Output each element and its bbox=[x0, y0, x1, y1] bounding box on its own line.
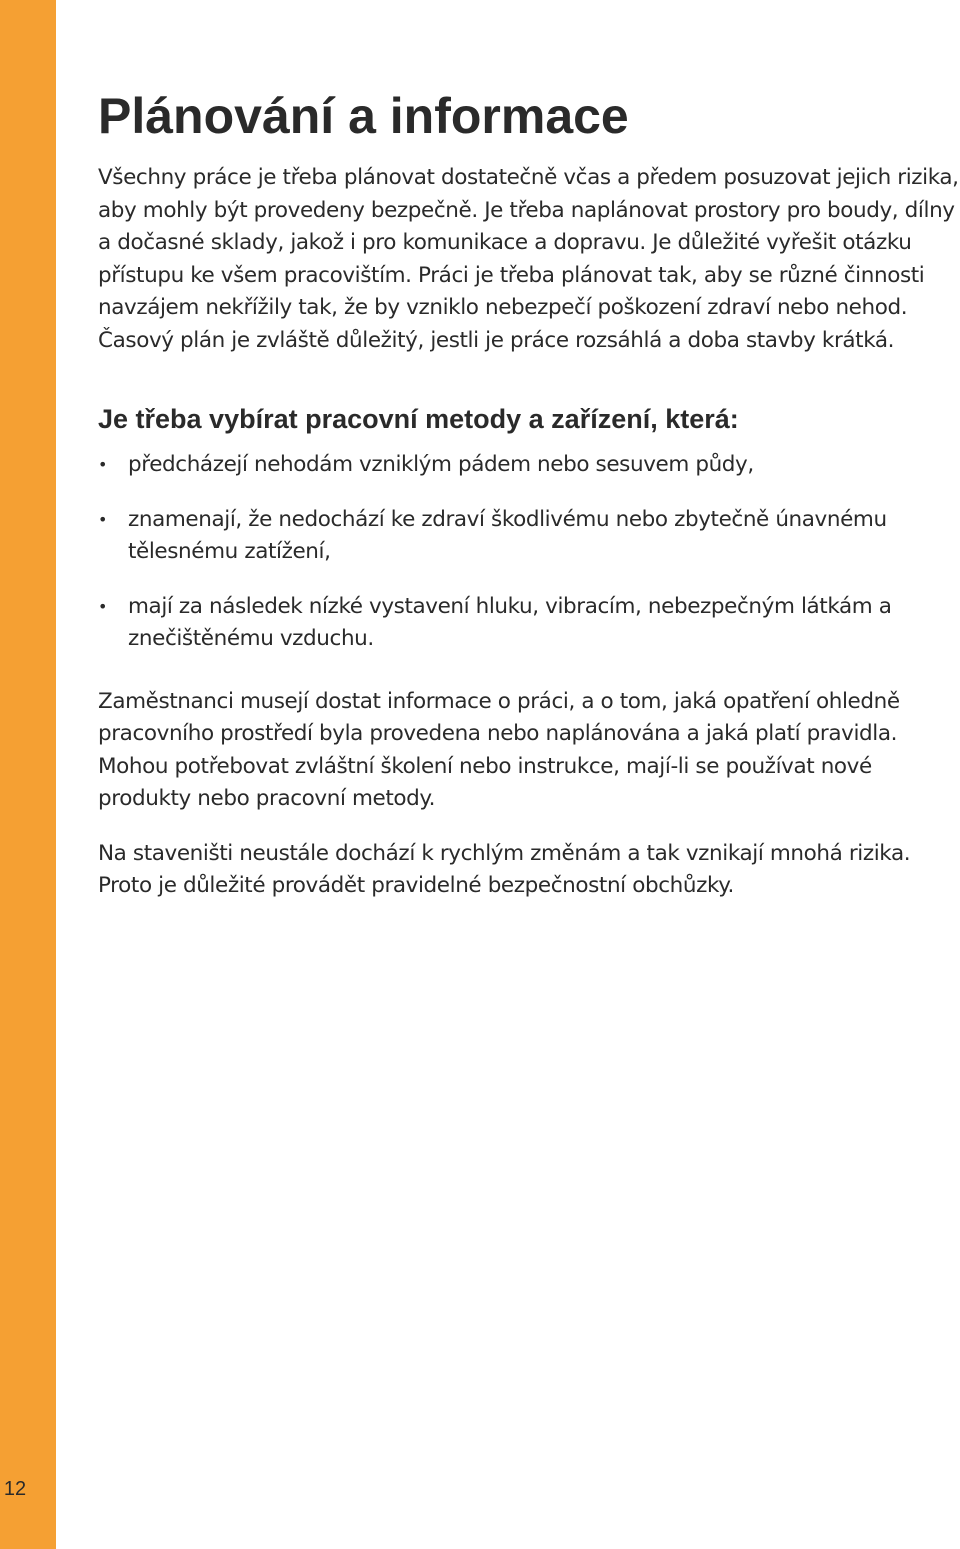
bullet-icon: • bbox=[98, 455, 108, 474]
list-item bbox=[98, 449, 960, 482]
section-heading: Je třeba vybírat pracovní metody a zařízení, která: bbox=[98, 404, 739, 434]
inspection-paragraph: Na staveništi neustále dochází k rychlým změnám a tak vznikají mnohá rizika. Proto je důležité provádět pravidelné bezpečnostní obchůzky. bbox=[98, 840, 911, 898]
bullet-icon: • bbox=[98, 509, 108, 529]
list-item bbox=[98, 591, 960, 656]
bullet-list bbox=[98, 449, 960, 656]
page-number: 12 bbox=[3, 1478, 27, 1500]
list-item bbox=[98, 504, 960, 569]
information-paragraph: Zaměstnanci musejí dostat informace o práci, a o tom, jaká opatření ohledně pracovního prostředí byla provedena nebo naplánována a jaká platí pravidla. Mohou potřebovat zvláštní školení nebo instrukce, mají-li se používat nové produkty nebo pracovní metody. bbox=[98, 688, 900, 811]
bullet-icon: • bbox=[98, 596, 108, 616]
list-item-text: znamenají, že nedochází ke zdraví škodlivému nebo zbytečně únavnému tělesnému zatížení, bbox=[128, 506, 887, 564]
intro-paragraph: Všechny práce je třeba plánovat dostatečně včas a předem posuzovat jejich rizika, aby mohly být provedeny bezpečně. Je třeba naplánovat prostory pro boudy, dílny a dočasné sklady, jakož i pro komunikace a dopravu. Je důležité vyřešit otázku přístupu ke všem pracovištím. Práci je třeba plánovat tak, aby se různé činnosti navzájem nekřížily tak, že by vzniklo nebezpečí poškození zdraví nebo nehod. Časový plán je zvláště důležitý, jestli je práce rozsáhlá a doba stavby krátká. bbox=[98, 165, 959, 353]
page-content bbox=[98, 86, 960, 903]
side-bar bbox=[0, 0, 56, 1549]
list-item-text: předcházejí nehodám vzniklým pádem nebo sesuvem půdy, bbox=[128, 452, 754, 477]
page-title: Plánování a informace bbox=[98, 88, 629, 144]
list-item-text: mají za následek nízké vystavení hluku, vibracím, nebezpečným látkám a znečištěnému vzduchu. bbox=[128, 593, 892, 651]
